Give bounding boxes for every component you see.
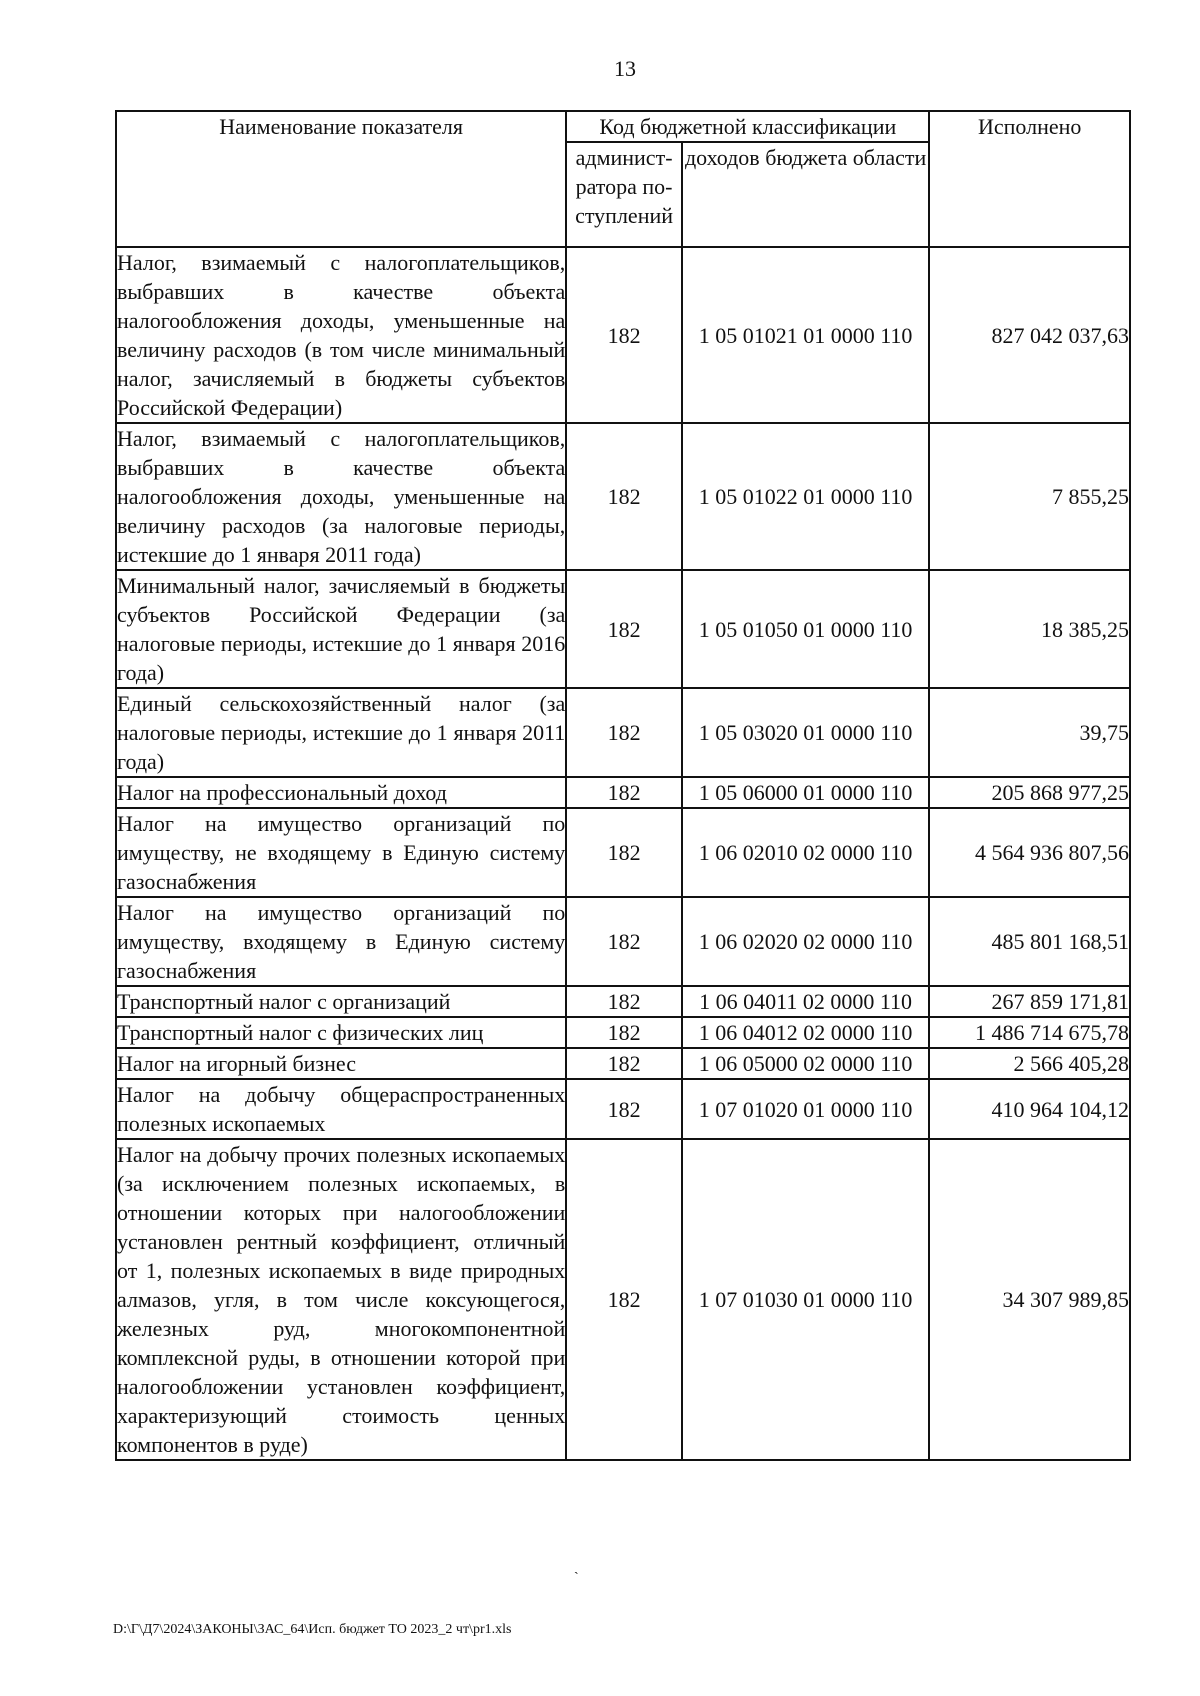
table-row xyxy=(116,808,1130,897)
row-admin: 182 xyxy=(566,808,682,897)
row-name: Налог, взимаемый с налогоплательщиков, выбравших в качестве объекта налогообложения доходы, уменьшенные на величину расходов (в том числе минимальный налог, зачисляемый в бюджеты субъектов Российской Федерации) xyxy=(116,247,566,423)
row-amount: 34 307 989,85 xyxy=(929,1139,1130,1460)
row-admin: 182 xyxy=(566,688,682,777)
page-number: 13 xyxy=(614,56,636,81)
row-name: Минимальный налог, зачисляемый в бюджеты субъектов Российской Федерации (за налоговые периоды, истекшие до 1 января 2016 года) xyxy=(116,570,566,688)
row-admin: 182 xyxy=(566,897,682,986)
row-code: 1 06 02020 02 0000 110 xyxy=(682,897,930,986)
table-body xyxy=(116,247,1130,1460)
table-row xyxy=(116,897,1130,986)
row-name: Налог на имущество организаций по имуществу, входящему в Единую систему газоснабжения xyxy=(116,897,566,986)
header-executed: Исполнено xyxy=(929,111,1130,247)
row-name: Налог на добычу прочих полезных ископаемых (за исключением полезных ископаемых, в отношении которых при налогообложении установлен рентный коэффициент, отличный от 1, полезных ископаемых в виде природных алмазов, угля, в том числе коксующегося, железных руд, многокомпонентной комплексной руды, в отношении которой при налогообложении установлен коэффициент, характеризующий стоимость ценных компонентов в руде) xyxy=(116,1139,566,1460)
row-name: Единый сельскохозяйственный налог (за налоговые периоды, истекшие до 1 января 2011 года) xyxy=(116,688,566,777)
header-name: Наименование показателя xyxy=(116,111,566,247)
row-admin: 182 xyxy=(566,986,682,1017)
table-row xyxy=(116,1017,1130,1048)
row-code: 1 05 03020 01 0000 110 xyxy=(682,688,930,777)
row-admin: 182 xyxy=(566,1139,682,1460)
row-name: Налог, взимаемый с налогоплательщиков, выбравших в качестве объекта налогообложения доходы, уменьшенные на величину расходов (за налоговые периоды, истекшие до 1 января 2011 года) xyxy=(116,423,566,570)
table-row xyxy=(116,1139,1130,1460)
row-amount: 39,75 xyxy=(929,688,1130,777)
table-row xyxy=(116,247,1130,423)
row-name: Налог на профессиональный доход xyxy=(116,777,566,808)
row-amount: 267 859 171,81 xyxy=(929,986,1130,1017)
row-code: 1 05 06000 01 0000 110 xyxy=(682,777,930,808)
row-code: 1 05 01022 01 0000 110 xyxy=(682,423,930,570)
row-amount: 18 385,25 xyxy=(929,570,1130,688)
table-row xyxy=(116,1048,1130,1079)
row-amount: 2 566 405,28 xyxy=(929,1048,1130,1079)
row-amount: 827 042 037,63 xyxy=(929,247,1130,423)
row-amount: 4 564 936 807,56 xyxy=(929,808,1130,897)
row-amount: 485 801 168,51 xyxy=(929,897,1130,986)
table-row xyxy=(116,986,1130,1017)
row-name: Транспортный налог с организаций xyxy=(116,986,566,1017)
table-row xyxy=(116,570,1130,688)
row-name: Налог на игорный бизнес xyxy=(116,1048,566,1079)
row-amount: 1 486 714 675,78 xyxy=(929,1017,1130,1048)
row-code: 1 05 01050 01 0000 110 xyxy=(682,570,930,688)
table-row xyxy=(116,1079,1130,1139)
row-code: 1 06 02010 02 0000 110 xyxy=(682,808,930,897)
row-admin: 182 xyxy=(566,777,682,808)
row-code: 1 06 05000 02 0000 110 xyxy=(682,1048,930,1079)
table-row xyxy=(116,777,1130,808)
row-name: Транспортный налог с физических лиц xyxy=(116,1017,566,1048)
row-code: 1 06 04011 02 0000 110 xyxy=(682,986,930,1017)
file-path: D:\Г\Д7\2024\ЗАКОНЫ\ЗАС_64\Исп. бюджет ТО 2023_2 чт\pr1.xls xyxy=(113,1622,512,1637)
stray-mark: ˎ xyxy=(574,1560,579,1575)
header-kbk: Код бюджетной классификации xyxy=(566,111,929,142)
row-admin: 182 xyxy=(566,570,682,688)
budget-table xyxy=(115,110,1131,1461)
row-admin: 182 xyxy=(566,247,682,423)
row-code: 1 05 01021 01 0000 110 xyxy=(682,247,930,423)
row-code: 1 06 04012 02 0000 110 xyxy=(682,1017,930,1048)
table-row xyxy=(116,688,1130,777)
table-header xyxy=(116,111,1130,247)
row-code: 1 07 01020 01 0000 110 xyxy=(682,1079,930,1139)
row-code: 1 07 01030 01 0000 110 xyxy=(682,1139,930,1460)
header-income: доходов бюджета области xyxy=(682,142,930,247)
header-admin: админист-ратора по-ступлений xyxy=(566,142,682,247)
row-amount: 205 868 977,25 xyxy=(929,777,1130,808)
row-admin: 182 xyxy=(566,423,682,570)
row-name: Налог на имущество организаций по имуществу, не входящему в Единую систему газоснабжения xyxy=(116,808,566,897)
row-admin: 182 xyxy=(566,1048,682,1079)
row-amount: 7 855,25 xyxy=(929,423,1130,570)
row-name: Налог на добычу общераспространенных полезных ископаемых xyxy=(116,1079,566,1139)
row-admin: 182 xyxy=(566,1017,682,1048)
row-amount: 410 964 104,12 xyxy=(929,1079,1130,1139)
row-admin: 182 xyxy=(566,1079,682,1139)
table-row xyxy=(116,423,1130,570)
